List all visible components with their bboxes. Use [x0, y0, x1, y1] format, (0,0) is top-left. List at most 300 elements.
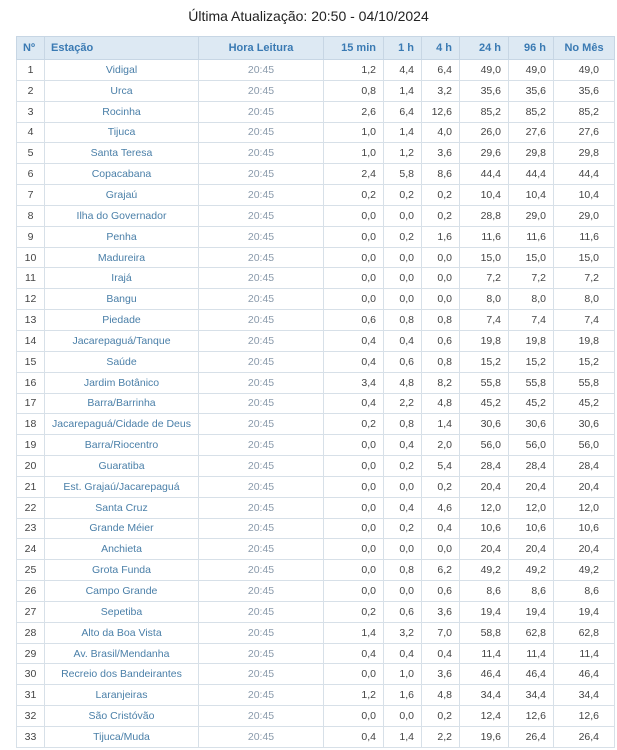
rain-1h: 0,0	[384, 581, 422, 602]
table-row	[17, 372, 615, 393]
station-name[interactable]: Est. Grajaú/Jacarepaguá	[45, 476, 199, 497]
rain-month: 19,8	[554, 330, 615, 351]
station-name[interactable]: Vidigal	[45, 60, 199, 81]
reading-time: 20:45	[199, 601, 324, 622]
rain-month: 62,8	[554, 622, 615, 643]
rain-15min: 0,2	[324, 185, 384, 206]
row-number: 4	[17, 122, 45, 143]
rain-1h: 0,2	[384, 518, 422, 539]
row-number: 15	[17, 351, 45, 372]
rain-24h: 19,8	[460, 330, 509, 351]
rain-4h: 1,4	[422, 414, 460, 435]
rain-month: 49,0	[554, 60, 615, 81]
rain-1h: 4,4	[384, 60, 422, 81]
rain-24h: 8,0	[460, 289, 509, 310]
rain-4h: 3,2	[422, 80, 460, 101]
reading-time: 20:45	[199, 560, 324, 581]
rain-15min: 1,2	[324, 60, 384, 81]
station-name[interactable]: Tijuca/Muda	[45, 727, 199, 748]
row-number: 13	[17, 310, 45, 331]
reading-time: 20:45	[199, 685, 324, 706]
reading-time: 20:45	[199, 372, 324, 393]
station-name[interactable]: Madureira	[45, 247, 199, 268]
rain-96h: 11,6	[509, 226, 554, 247]
station-name[interactable]: Jacarepaguá/Tanque	[45, 330, 199, 351]
rain-24h: 26,0	[460, 122, 509, 143]
rain-15min: 1,0	[324, 143, 384, 164]
table-row	[17, 393, 615, 414]
rain-1h: 0,6	[384, 601, 422, 622]
rain-4h: 5,4	[422, 456, 460, 477]
table-row	[17, 685, 615, 706]
rain-month: 19,4	[554, 601, 615, 622]
last-update-title: Última Atualização: 20:50 - 04/10/2024	[188, 8, 429, 24]
row-number: 1	[17, 60, 45, 81]
table-row	[17, 122, 615, 143]
reading-time: 20:45	[199, 226, 324, 247]
row-number: 25	[17, 560, 45, 581]
rain-4h: 0,8	[422, 310, 460, 331]
reading-time: 20:45	[199, 476, 324, 497]
col-header-4h[interactable]: 4 h	[422, 37, 460, 60]
rain-96h: 20,4	[509, 539, 554, 560]
reading-time: 20:45	[199, 435, 324, 456]
rain-1h: 0,6	[384, 351, 422, 372]
rain-96h: 62,8	[509, 622, 554, 643]
reading-time: 20:45	[199, 581, 324, 602]
rain-96h: 8,0	[509, 289, 554, 310]
row-number: 32	[17, 706, 45, 727]
table-row	[17, 80, 615, 101]
rain-month: 55,8	[554, 372, 615, 393]
row-number: 20	[17, 456, 45, 477]
station-name[interactable]: Copacabana	[45, 164, 199, 185]
rain-month: 45,2	[554, 393, 615, 414]
station-name[interactable]: Ilha do Governador	[45, 205, 199, 226]
station-name[interactable]: Barra/Barrinha	[45, 393, 199, 414]
station-name[interactable]: Anchieta	[45, 539, 199, 560]
rain-24h: 49,0	[460, 60, 509, 81]
rain-4h: 2,2	[422, 727, 460, 748]
rain-1h: 0,8	[384, 414, 422, 435]
reading-time: 20:45	[199, 247, 324, 268]
station-name[interactable]: Santa Teresa	[45, 143, 199, 164]
rain-1h: 0,0	[384, 706, 422, 727]
station-name[interactable]: Urca	[45, 80, 199, 101]
table-row	[17, 101, 615, 122]
row-number: 14	[17, 330, 45, 351]
rain-15min: 0,4	[324, 643, 384, 664]
reading-time: 20:45	[199, 393, 324, 414]
station-name[interactable]: Av. Brasil/Mendanha	[45, 643, 199, 664]
rain-24h: 7,4	[460, 310, 509, 331]
station-name[interactable]: Grajaú	[45, 185, 199, 206]
rain-1h: 1,0	[384, 664, 422, 685]
rain-4h: 12,6	[422, 101, 460, 122]
rain-1h: 0,4	[384, 643, 422, 664]
col-header-96h[interactable]: 96 h	[509, 37, 554, 60]
rain-96h: 46,4	[509, 664, 554, 685]
rain-1h: 4,8	[384, 372, 422, 393]
rain-96h: 15,2	[509, 351, 554, 372]
rain-24h: 11,6	[460, 226, 509, 247]
row-number: 10	[17, 247, 45, 268]
rain-96h: 12,6	[509, 706, 554, 727]
station-name[interactable]: Tijuca	[45, 122, 199, 143]
row-number: 9	[17, 226, 45, 247]
rain-1h: 0,2	[384, 456, 422, 477]
row-number: 21	[17, 476, 45, 497]
rain-15min: 0,0	[324, 664, 384, 685]
table-row	[17, 414, 615, 435]
rain-month: 44,4	[554, 164, 615, 185]
rain-24h: 19,6	[460, 727, 509, 748]
reading-time: 20:45	[199, 727, 324, 748]
rain-month: 29,0	[554, 205, 615, 226]
table-row	[17, 143, 615, 164]
rain-month: 12,0	[554, 497, 615, 518]
rain-15min: 0,0	[324, 289, 384, 310]
table-row	[17, 289, 615, 310]
table-row	[17, 456, 615, 477]
rain-month: 56,0	[554, 435, 615, 456]
rain-15min: 3,4	[324, 372, 384, 393]
table-header	[17, 37, 615, 60]
reading-time: 20:45	[199, 101, 324, 122]
reading-time: 20:45	[199, 456, 324, 477]
rain-15min: 2,6	[324, 101, 384, 122]
rain-96h: 10,6	[509, 518, 554, 539]
rain-24h: 7,2	[460, 268, 509, 289]
rain-4h: 4,8	[422, 685, 460, 706]
rain-24h: 49,2	[460, 560, 509, 581]
row-number: 8	[17, 205, 45, 226]
station-name[interactable]: Grande Méier	[45, 518, 199, 539]
rain-24h: 29,6	[460, 143, 509, 164]
rain-96h: 26,4	[509, 727, 554, 748]
col-header-1h[interactable]: 1 h	[384, 37, 422, 60]
table-row	[17, 226, 615, 247]
rain-1h: 0,0	[384, 539, 422, 560]
rain-1h: 0,2	[384, 226, 422, 247]
rain-1h: 0,4	[384, 330, 422, 351]
rain-15min: 2,4	[324, 164, 384, 185]
rain-15min: 0,2	[324, 414, 384, 435]
rain-96h: 12,0	[509, 497, 554, 518]
table-row	[17, 268, 615, 289]
rain-1h: 1,4	[384, 727, 422, 748]
rain-1h: 1,4	[384, 80, 422, 101]
rain-24h: 12,4	[460, 706, 509, 727]
rain-96h: 19,4	[509, 601, 554, 622]
station-name[interactable]: Alto da Boa Vista	[45, 622, 199, 643]
rain-15min: 0,2	[324, 601, 384, 622]
rain-4h: 4,8	[422, 393, 460, 414]
rain-24h: 45,2	[460, 393, 509, 414]
rain-96h: 7,4	[509, 310, 554, 331]
rain-4h: 0,2	[422, 706, 460, 727]
station-name[interactable]: Barra/Riocentro	[45, 435, 199, 456]
table-row	[17, 205, 615, 226]
rain-month: 12,6	[554, 706, 615, 727]
reading-time: 20:45	[199, 518, 324, 539]
rain-month: 30,6	[554, 414, 615, 435]
table-row	[17, 164, 615, 185]
station-name[interactable]: Piedade	[45, 310, 199, 331]
rain-1h: 0,0	[384, 289, 422, 310]
table-row	[17, 330, 615, 351]
rain-4h: 0,6	[422, 581, 460, 602]
rain-24h: 19,4	[460, 601, 509, 622]
station-name[interactable]: Santa Cruz	[45, 497, 199, 518]
table-row	[17, 185, 615, 206]
reading-time: 20:45	[199, 330, 324, 351]
rain-4h: 0,8	[422, 351, 460, 372]
reading-time: 20:45	[199, 497, 324, 518]
station-name[interactable]: Jardim Botânico	[45, 372, 199, 393]
rain-month: 35,6	[554, 80, 615, 101]
rain-month: 26,4	[554, 727, 615, 748]
rain-month: 11,6	[554, 226, 615, 247]
rain-96h: 7,2	[509, 268, 554, 289]
col-header-reading-time[interactable]: Hora Leitura	[199, 37, 324, 60]
rain-1h: 0,4	[384, 497, 422, 518]
rain-15min: 0,4	[324, 393, 384, 414]
rain-96h: 11,4	[509, 643, 554, 664]
rain-month: 29,8	[554, 143, 615, 164]
rain-96h: 10,4	[509, 185, 554, 206]
rain-15min: 0,0	[324, 518, 384, 539]
reading-time: 20:45	[199, 164, 324, 185]
reading-time: 20:45	[199, 122, 324, 143]
row-number: 17	[17, 393, 45, 414]
rain-month: 46,4	[554, 664, 615, 685]
rain-1h: 1,4	[384, 122, 422, 143]
row-number: 19	[17, 435, 45, 456]
rain-24h: 15,2	[460, 351, 509, 372]
table-row	[17, 581, 615, 602]
rain-96h: 30,6	[509, 414, 554, 435]
row-number: 7	[17, 185, 45, 206]
rain-15min: 0,0	[324, 435, 384, 456]
rain-1h: 0,0	[384, 205, 422, 226]
reading-time: 20:45	[199, 205, 324, 226]
rain-96h: 49,0	[509, 60, 554, 81]
table-row	[17, 435, 615, 456]
station-name[interactable]: Laranjeiras	[45, 685, 199, 706]
reading-time: 20:45	[199, 60, 324, 81]
row-number: 5	[17, 143, 45, 164]
rain-1h: 2,2	[384, 393, 422, 414]
station-name[interactable]: Bangu	[45, 289, 199, 310]
table-row	[17, 601, 615, 622]
rain-1h: 0,8	[384, 560, 422, 581]
rain-15min: 0,0	[324, 706, 384, 727]
rain-96h: 45,2	[509, 393, 554, 414]
rain-4h: 0,2	[422, 476, 460, 497]
col-header-15min[interactable]: 15 min	[324, 37, 384, 60]
rain-24h: 35,6	[460, 80, 509, 101]
rain-96h: 8,6	[509, 581, 554, 602]
rain-month: 34,4	[554, 685, 615, 706]
rain-15min: 0,0	[324, 539, 384, 560]
rain-month: 85,2	[554, 101, 615, 122]
table-row	[17, 247, 615, 268]
reading-time: 20:45	[199, 310, 324, 331]
rain-1h: 0,2	[384, 185, 422, 206]
rain-96h: 20,4	[509, 476, 554, 497]
rain-15min: 1,2	[324, 685, 384, 706]
table-row	[17, 706, 615, 727]
reading-time: 20:45	[199, 185, 324, 206]
reading-time: 20:45	[199, 268, 324, 289]
rain-15min: 0,0	[324, 205, 384, 226]
rain-4h: 3,6	[422, 664, 460, 685]
rain-1h: 6,4	[384, 101, 422, 122]
station-name[interactable]: São Cristóvão	[45, 706, 199, 727]
reading-time: 20:45	[199, 664, 324, 685]
rain-15min: 1,0	[324, 122, 384, 143]
col-header-station[interactable]: Estação	[45, 37, 199, 60]
rain-15min: 0,0	[324, 581, 384, 602]
rain-96h: 49,2	[509, 560, 554, 581]
rain-4h: 0,0	[422, 268, 460, 289]
rain-1h: 0,0	[384, 268, 422, 289]
rain-15min: 1,4	[324, 622, 384, 643]
table-row	[17, 560, 615, 581]
rain-24h: 11,4	[460, 643, 509, 664]
rain-4h: 1,6	[422, 226, 460, 247]
rain-15min: 0,8	[324, 80, 384, 101]
rain-month: 49,2	[554, 560, 615, 581]
rain-4h: 4,6	[422, 497, 460, 518]
station-name[interactable]: Jacarepaguá/Cidade de Deus	[45, 414, 199, 435]
station-name[interactable]: Grota Funda	[45, 560, 199, 581]
rain-24h: 20,4	[460, 539, 509, 560]
station-name[interactable]: Guaratiba	[45, 456, 199, 477]
reading-time: 20:45	[199, 80, 324, 101]
rain-1h: 0,4	[384, 435, 422, 456]
col-header-number[interactable]: Nº	[17, 37, 45, 60]
rain-month: 20,4	[554, 539, 615, 560]
table-body	[17, 60, 615, 748]
rain-24h: 20,4	[460, 476, 509, 497]
table-row	[17, 60, 615, 81]
rain-96h: 44,4	[509, 164, 554, 185]
reading-time: 20:45	[199, 414, 324, 435]
rain-96h: 55,8	[509, 372, 554, 393]
rain-24h: 34,4	[460, 685, 509, 706]
row-number: 30	[17, 664, 45, 685]
row-number: 33	[17, 727, 45, 748]
rain-96h: 85,2	[509, 101, 554, 122]
rain-1h: 1,2	[384, 143, 422, 164]
reading-time: 20:45	[199, 351, 324, 372]
reading-time: 20:45	[199, 643, 324, 664]
rain-15min: 0,0	[324, 268, 384, 289]
rain-15min: 0,4	[324, 727, 384, 748]
rain-month: 15,0	[554, 247, 615, 268]
reading-time: 20:45	[199, 622, 324, 643]
row-number: 3	[17, 101, 45, 122]
rain-4h: 3,6	[422, 143, 460, 164]
station-name[interactable]: Penha	[45, 226, 199, 247]
row-number: 31	[17, 685, 45, 706]
rainfall-table	[16, 36, 615, 748]
rain-month: 7,4	[554, 310, 615, 331]
row-number: 28	[17, 622, 45, 643]
rain-4h: 2,0	[422, 435, 460, 456]
rain-96h: 29,8	[509, 143, 554, 164]
station-name[interactable]: Sepetiba	[45, 601, 199, 622]
rain-4h: 4,0	[422, 122, 460, 143]
station-name[interactable]: Rocinha	[45, 101, 199, 122]
rain-96h: 35,6	[509, 80, 554, 101]
row-number: 2	[17, 80, 45, 101]
rain-15min: 0,0	[324, 560, 384, 581]
rain-month: 28,4	[554, 456, 615, 477]
rain-4h: 0,6	[422, 330, 460, 351]
rain-4h: 8,2	[422, 372, 460, 393]
rain-1h: 0,0	[384, 247, 422, 268]
station-name[interactable]: Saúde	[45, 351, 199, 372]
rain-24h: 55,8	[460, 372, 509, 393]
rain-96h: 15,0	[509, 247, 554, 268]
reading-time: 20:45	[199, 706, 324, 727]
table-row	[17, 476, 615, 497]
rain-24h: 44,4	[460, 164, 509, 185]
rain-4h: 3,6	[422, 601, 460, 622]
table-row	[17, 727, 615, 748]
rain-1h: 1,6	[384, 685, 422, 706]
col-header-24h[interactable]: 24 h	[460, 37, 509, 60]
rain-24h: 8,6	[460, 581, 509, 602]
rain-96h: 27,6	[509, 122, 554, 143]
station-name[interactable]: Recreio dos Bandeirantes	[45, 664, 199, 685]
station-name[interactable]: Irajá	[45, 268, 199, 289]
rain-15min: 0,0	[324, 476, 384, 497]
rain-month: 15,2	[554, 351, 615, 372]
rain-15min: 0,0	[324, 226, 384, 247]
rain-month: 10,6	[554, 518, 615, 539]
rain-4h: 0,2	[422, 205, 460, 226]
rain-month: 8,0	[554, 289, 615, 310]
reading-time: 20:45	[199, 143, 324, 164]
rain-96h: 29,0	[509, 205, 554, 226]
table-row	[17, 518, 615, 539]
station-name[interactable]: Campo Grande	[45, 581, 199, 602]
rain-15min: 0,4	[324, 351, 384, 372]
rain-24h: 10,6	[460, 518, 509, 539]
rain-96h: 19,8	[509, 330, 554, 351]
table-row	[17, 351, 615, 372]
table-row	[17, 497, 615, 518]
row-number: 12	[17, 289, 45, 310]
reading-time: 20:45	[199, 289, 324, 310]
rain-24h: 30,6	[460, 414, 509, 435]
rain-24h: 15,0	[460, 247, 509, 268]
table-row	[17, 643, 615, 664]
rain-24h: 56,0	[460, 435, 509, 456]
rain-month: 8,6	[554, 581, 615, 602]
rain-96h: 34,4	[509, 685, 554, 706]
row-number: 26	[17, 581, 45, 602]
col-header-month[interactable]: No Mês	[554, 37, 615, 60]
rain-month: 20,4	[554, 476, 615, 497]
rain-24h: 46,4	[460, 664, 509, 685]
row-number: 23	[17, 518, 45, 539]
rain-4h: 6,2	[422, 560, 460, 581]
